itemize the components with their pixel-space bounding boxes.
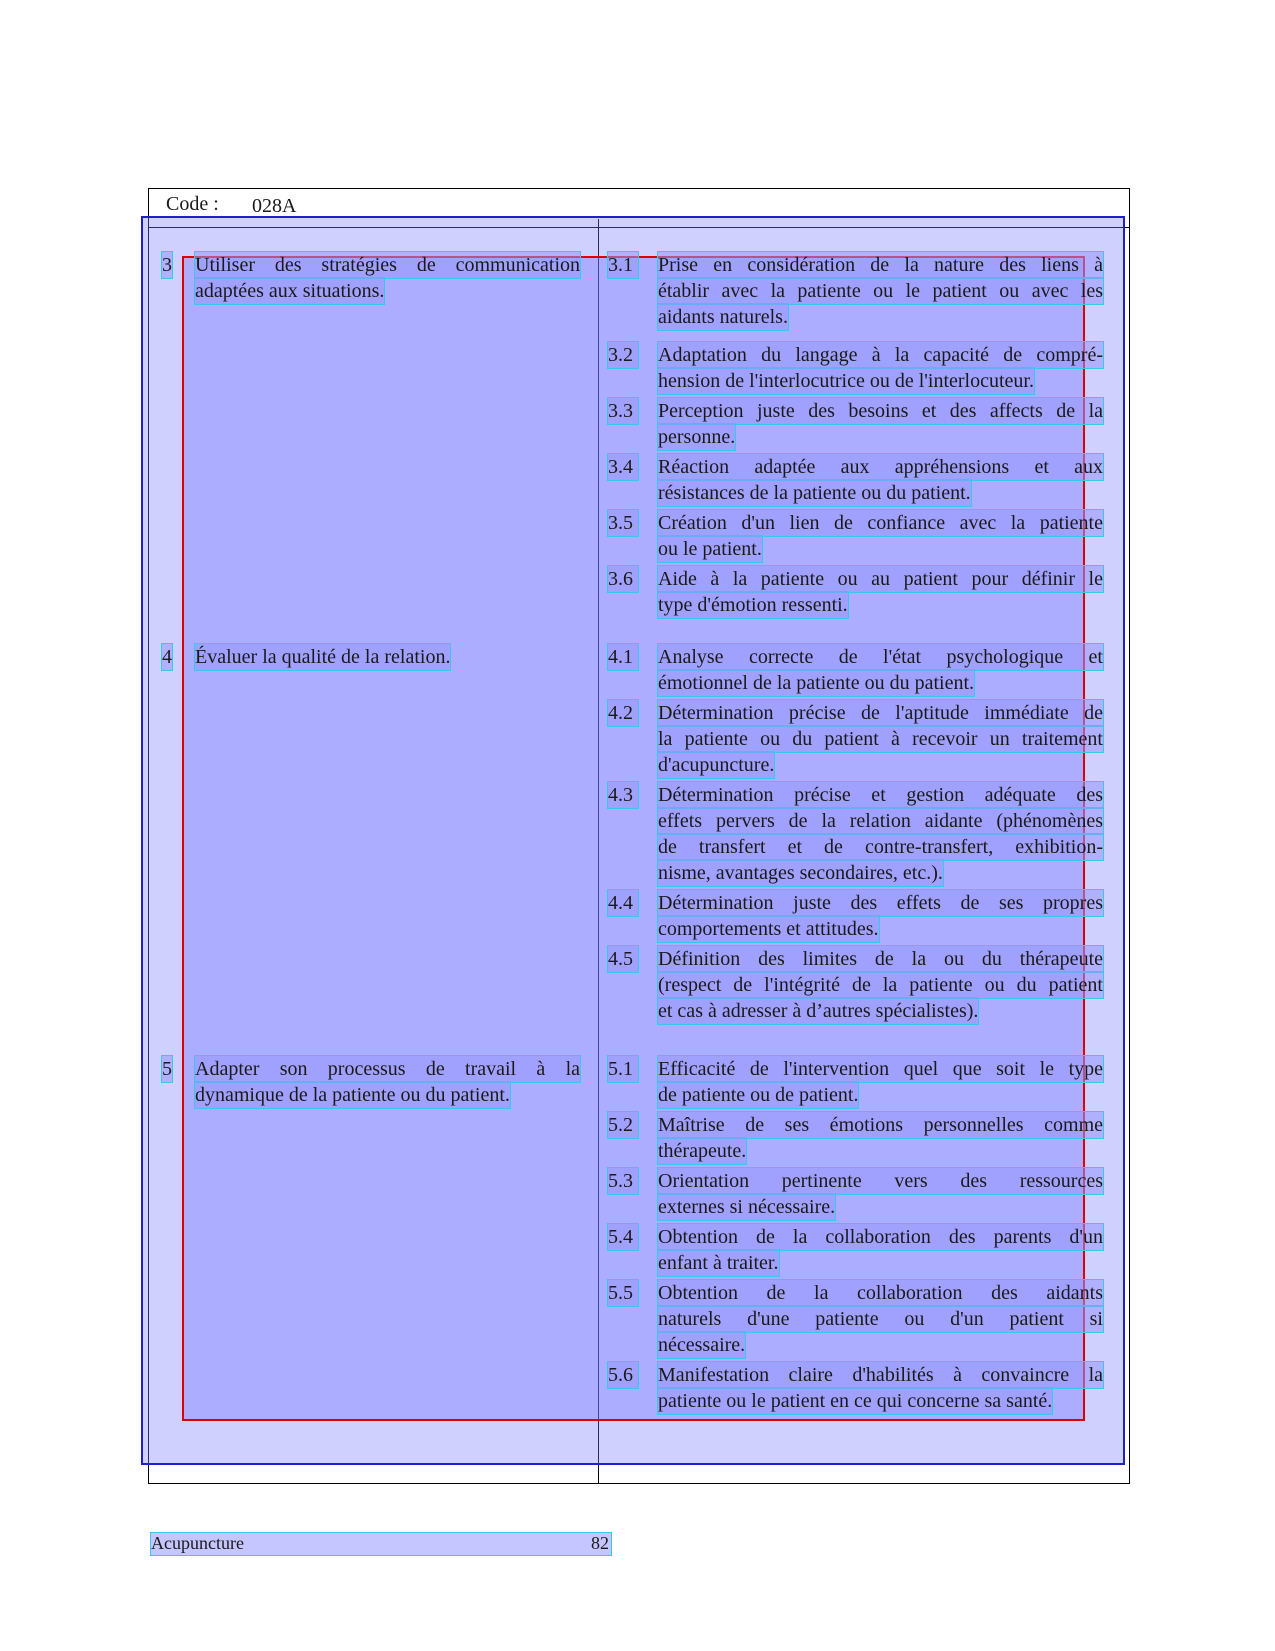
criterion-text-line: comportements et attitudes. bbox=[658, 918, 879, 940]
criterion-text-line: d'acupuncture. bbox=[658, 754, 775, 776]
criterion-number: 3.3 bbox=[608, 398, 638, 424]
criterion-text-line: aidants naturels. bbox=[658, 306, 788, 328]
code-value: 028A bbox=[252, 195, 297, 217]
criterion-text-line: Aide à la patiente ou au patient pour définir le bbox=[658, 568, 1103, 590]
criterion-text-line: la patiente ou du patient à recevoir un traitement bbox=[658, 728, 1103, 750]
left-item-text-line: adaptées aux situations. bbox=[195, 280, 385, 302]
criterion-text-line: Réaction adaptée aux appréhensions et aux bbox=[658, 456, 1103, 478]
criterion-text-line: nisme, avantages secondaires, etc.). bbox=[658, 862, 943, 884]
criterion-text-line: Définition des limites de la ou du thérapeute bbox=[658, 948, 1103, 970]
criterion-number: 3.6 bbox=[608, 566, 638, 592]
criterion-text-line: et cas à adresser à d’autres spécialistes). bbox=[658, 1000, 979, 1022]
criterion-text-line: effets pervers de la relation aidante (phénomènes bbox=[658, 810, 1103, 832]
left-item-text-line: Évaluer la qualité de la relation. bbox=[195, 646, 451, 668]
criterion-number: 5.2 bbox=[608, 1112, 638, 1138]
left-item-number: 3 bbox=[162, 254, 172, 276]
criterion-number: 4.1 bbox=[608, 644, 638, 670]
criterion-text-line: Détermination précise et gestion adéquate des bbox=[658, 784, 1103, 806]
page-number: 82 bbox=[591, 1533, 609, 1553]
criterion-text-line: Détermination précise de l'aptitude immédiate de bbox=[658, 702, 1103, 724]
page-footer bbox=[151, 1533, 611, 1555]
criterion-text-line: externes si nécessaire. bbox=[658, 1196, 836, 1218]
criterion-text-line: Perception juste des besoins et des affects de la bbox=[658, 400, 1103, 422]
criterion-text-line: type d'émotion ressenti. bbox=[658, 594, 848, 616]
left-item-text-line: Utiliser des stratégies de communication bbox=[195, 254, 580, 276]
criterion-number: 5.3 bbox=[608, 1168, 638, 1194]
criterion-text-line: Adaptation du langage à la capacité de compré- bbox=[658, 344, 1103, 366]
criterion-number: 3.4 bbox=[608, 454, 638, 480]
criterion-text-line: résistances de la patiente ou du patient. bbox=[658, 482, 971, 504]
criterion-text-line: hension de l'interlocutrice ou de l'interlocuteur. bbox=[658, 370, 1034, 392]
criterion-number: 5.4 bbox=[608, 1224, 638, 1250]
criterion-text-line: de patiente ou de patient. bbox=[658, 1084, 859, 1106]
criterion-text-line: établir avec la patiente ou le patient ou avec les bbox=[658, 280, 1103, 302]
code-label: Code : bbox=[166, 193, 219, 215]
criterion-text-line: enfant à traiter. bbox=[658, 1252, 779, 1274]
criterion-text-line: personne. bbox=[658, 426, 736, 448]
criterion-text-line: Analyse correcte de l'état psychologique et bbox=[658, 646, 1103, 668]
criterion-text-line: Manifestation claire d'habilités à convaincre la bbox=[658, 1364, 1103, 1386]
criterion-text-line: émotionnel de la patiente ou du patient. bbox=[658, 672, 975, 694]
criterion-number: 4.3 bbox=[608, 782, 638, 808]
criterion-number: 4.2 bbox=[608, 700, 638, 726]
criterion-number: 4.4 bbox=[608, 890, 638, 916]
criterion-text-line: thérapeute. bbox=[658, 1140, 747, 1162]
criterion-number: 4.5 bbox=[608, 946, 638, 972]
criterion-text-line: Efficacité de l'intervention quel que soit le type bbox=[658, 1058, 1103, 1080]
criterion-number: 3.1 bbox=[608, 252, 638, 278]
left-item-number: 5 bbox=[162, 1058, 172, 1080]
criterion-text-line: patiente ou le patient en ce qui concerne sa santé. bbox=[658, 1390, 1053, 1412]
criterion-number: 3.5 bbox=[608, 510, 638, 536]
criterion-text-line: de transfert et de contre-transfert, exhibition- bbox=[658, 836, 1103, 858]
criterion-text-line: (respect de l'intégrité de la patiente ou du patient bbox=[658, 974, 1103, 996]
criterion-text-line: Détermination juste des effets de ses propres bbox=[658, 892, 1103, 914]
criterion-text-line: Obtention de la collaboration des aidants bbox=[658, 1282, 1103, 1304]
footer-title: Acupuncture bbox=[151, 1533, 244, 1553]
criterion-text-line: naturels d'une patiente ou d'un patient si bbox=[658, 1308, 1103, 1330]
criterion-text-line: Création d'un lien de confiance avec la patiente bbox=[658, 512, 1103, 534]
criterion-text-line: Prise en considération de la nature des liens à bbox=[658, 254, 1103, 276]
left-item-number: 4 bbox=[162, 646, 172, 668]
criterion-number: 3.2 bbox=[608, 342, 638, 368]
left-item-text-line: dynamique de la patiente ou du patient. bbox=[195, 1084, 510, 1106]
criterion-number: 5.5 bbox=[608, 1280, 638, 1306]
criterion-number: 5.6 bbox=[608, 1362, 638, 1388]
criterion-text-line: Obtention de la collaboration des parents d'un bbox=[658, 1226, 1103, 1248]
criterion-text-line: ou le patient. bbox=[658, 538, 762, 560]
criterion-text-line: Orientation pertinente vers des ressources bbox=[658, 1170, 1103, 1192]
criterion-text-line: Maîtrise de ses émotions personnelles comme bbox=[658, 1114, 1103, 1136]
criterion-number: 5.1 bbox=[608, 1056, 638, 1082]
criterion-text-line: nécessaire. bbox=[658, 1334, 746, 1356]
left-item-text-line: Adapter son processus de travail à la bbox=[195, 1058, 580, 1080]
